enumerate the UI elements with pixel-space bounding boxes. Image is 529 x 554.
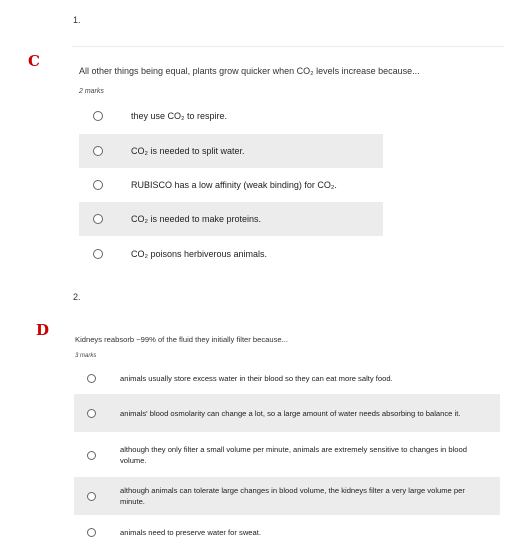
radio-button[interactable] xyxy=(93,111,103,121)
q1-option-5[interactable] xyxy=(79,237,383,271)
q2-option-5[interactable] xyxy=(74,520,500,544)
question-1-number: 1. xyxy=(73,15,81,25)
divider xyxy=(72,46,504,47)
q2-option-2-label: animals' blood osmolarity can change a lot, so a large amount of water needs absorbing to balance it. xyxy=(120,408,461,418)
radio-button[interactable] xyxy=(87,409,96,418)
question-1-marks: 2 marks xyxy=(79,88,104,95)
q1-option-1-label: they use CO₂ to respire. xyxy=(131,111,228,121)
question-2-marks: 3 marks xyxy=(75,353,97,359)
q1-option-2-label: CO₂ is needed to split water. xyxy=(131,146,245,156)
q1-option-3-label: RUBISCO has a low affinity (weak binding) for CO₂. xyxy=(131,180,337,190)
question-2-stem: Kidneys reabsorb ~99% of the fluid they initially filter because... xyxy=(75,335,288,344)
q2-option-5-label: animals need to preserve water for sweat. xyxy=(120,527,261,537)
q1-option-1[interactable] xyxy=(79,99,383,133)
q1-option-4[interactable] xyxy=(79,202,383,236)
q2-option-1-label: animals usually store excess water in their blood so they can eat more salty food. xyxy=(120,373,393,383)
radio-button[interactable] xyxy=(93,249,103,259)
q2-option-4[interactable] xyxy=(74,477,500,515)
radio-button[interactable] xyxy=(93,146,103,156)
q2-option-1[interactable] xyxy=(74,366,500,390)
radio-button[interactable] xyxy=(87,374,96,383)
annotation-letter-c: C xyxy=(28,52,40,70)
radio-button[interactable] xyxy=(87,451,96,460)
q1-option-4-label: CO₂ is needed to make proteins. xyxy=(131,214,262,224)
q2-option-4-label: although animals can tolerate large changes in blood volume, the kidneys filter a very large volume per minute. xyxy=(120,486,465,506)
q1-option-2[interactable] xyxy=(79,134,383,168)
radio-button[interactable] xyxy=(87,492,96,501)
q2-option-2[interactable] xyxy=(74,394,500,432)
q2-option-3[interactable] xyxy=(74,436,500,474)
q1-option-3[interactable] xyxy=(79,168,383,202)
radio-button[interactable] xyxy=(93,214,103,224)
q1-option-5-label: CO₂ poisons herbiverous animals. xyxy=(131,249,268,259)
question-2-number: 2. xyxy=(73,292,81,302)
question-1-stem: All other things being equal, plants grow quicker when CO₂ levels increase because... xyxy=(79,66,420,76)
annotation-letter-d: D xyxy=(36,321,50,339)
q2-option-3-label: although they only filter a small volume per minute, animals are extremely sensitive to changes in blood volume. xyxy=(120,445,467,465)
radio-button[interactable] xyxy=(93,180,103,190)
radio-button[interactable] xyxy=(87,528,96,537)
